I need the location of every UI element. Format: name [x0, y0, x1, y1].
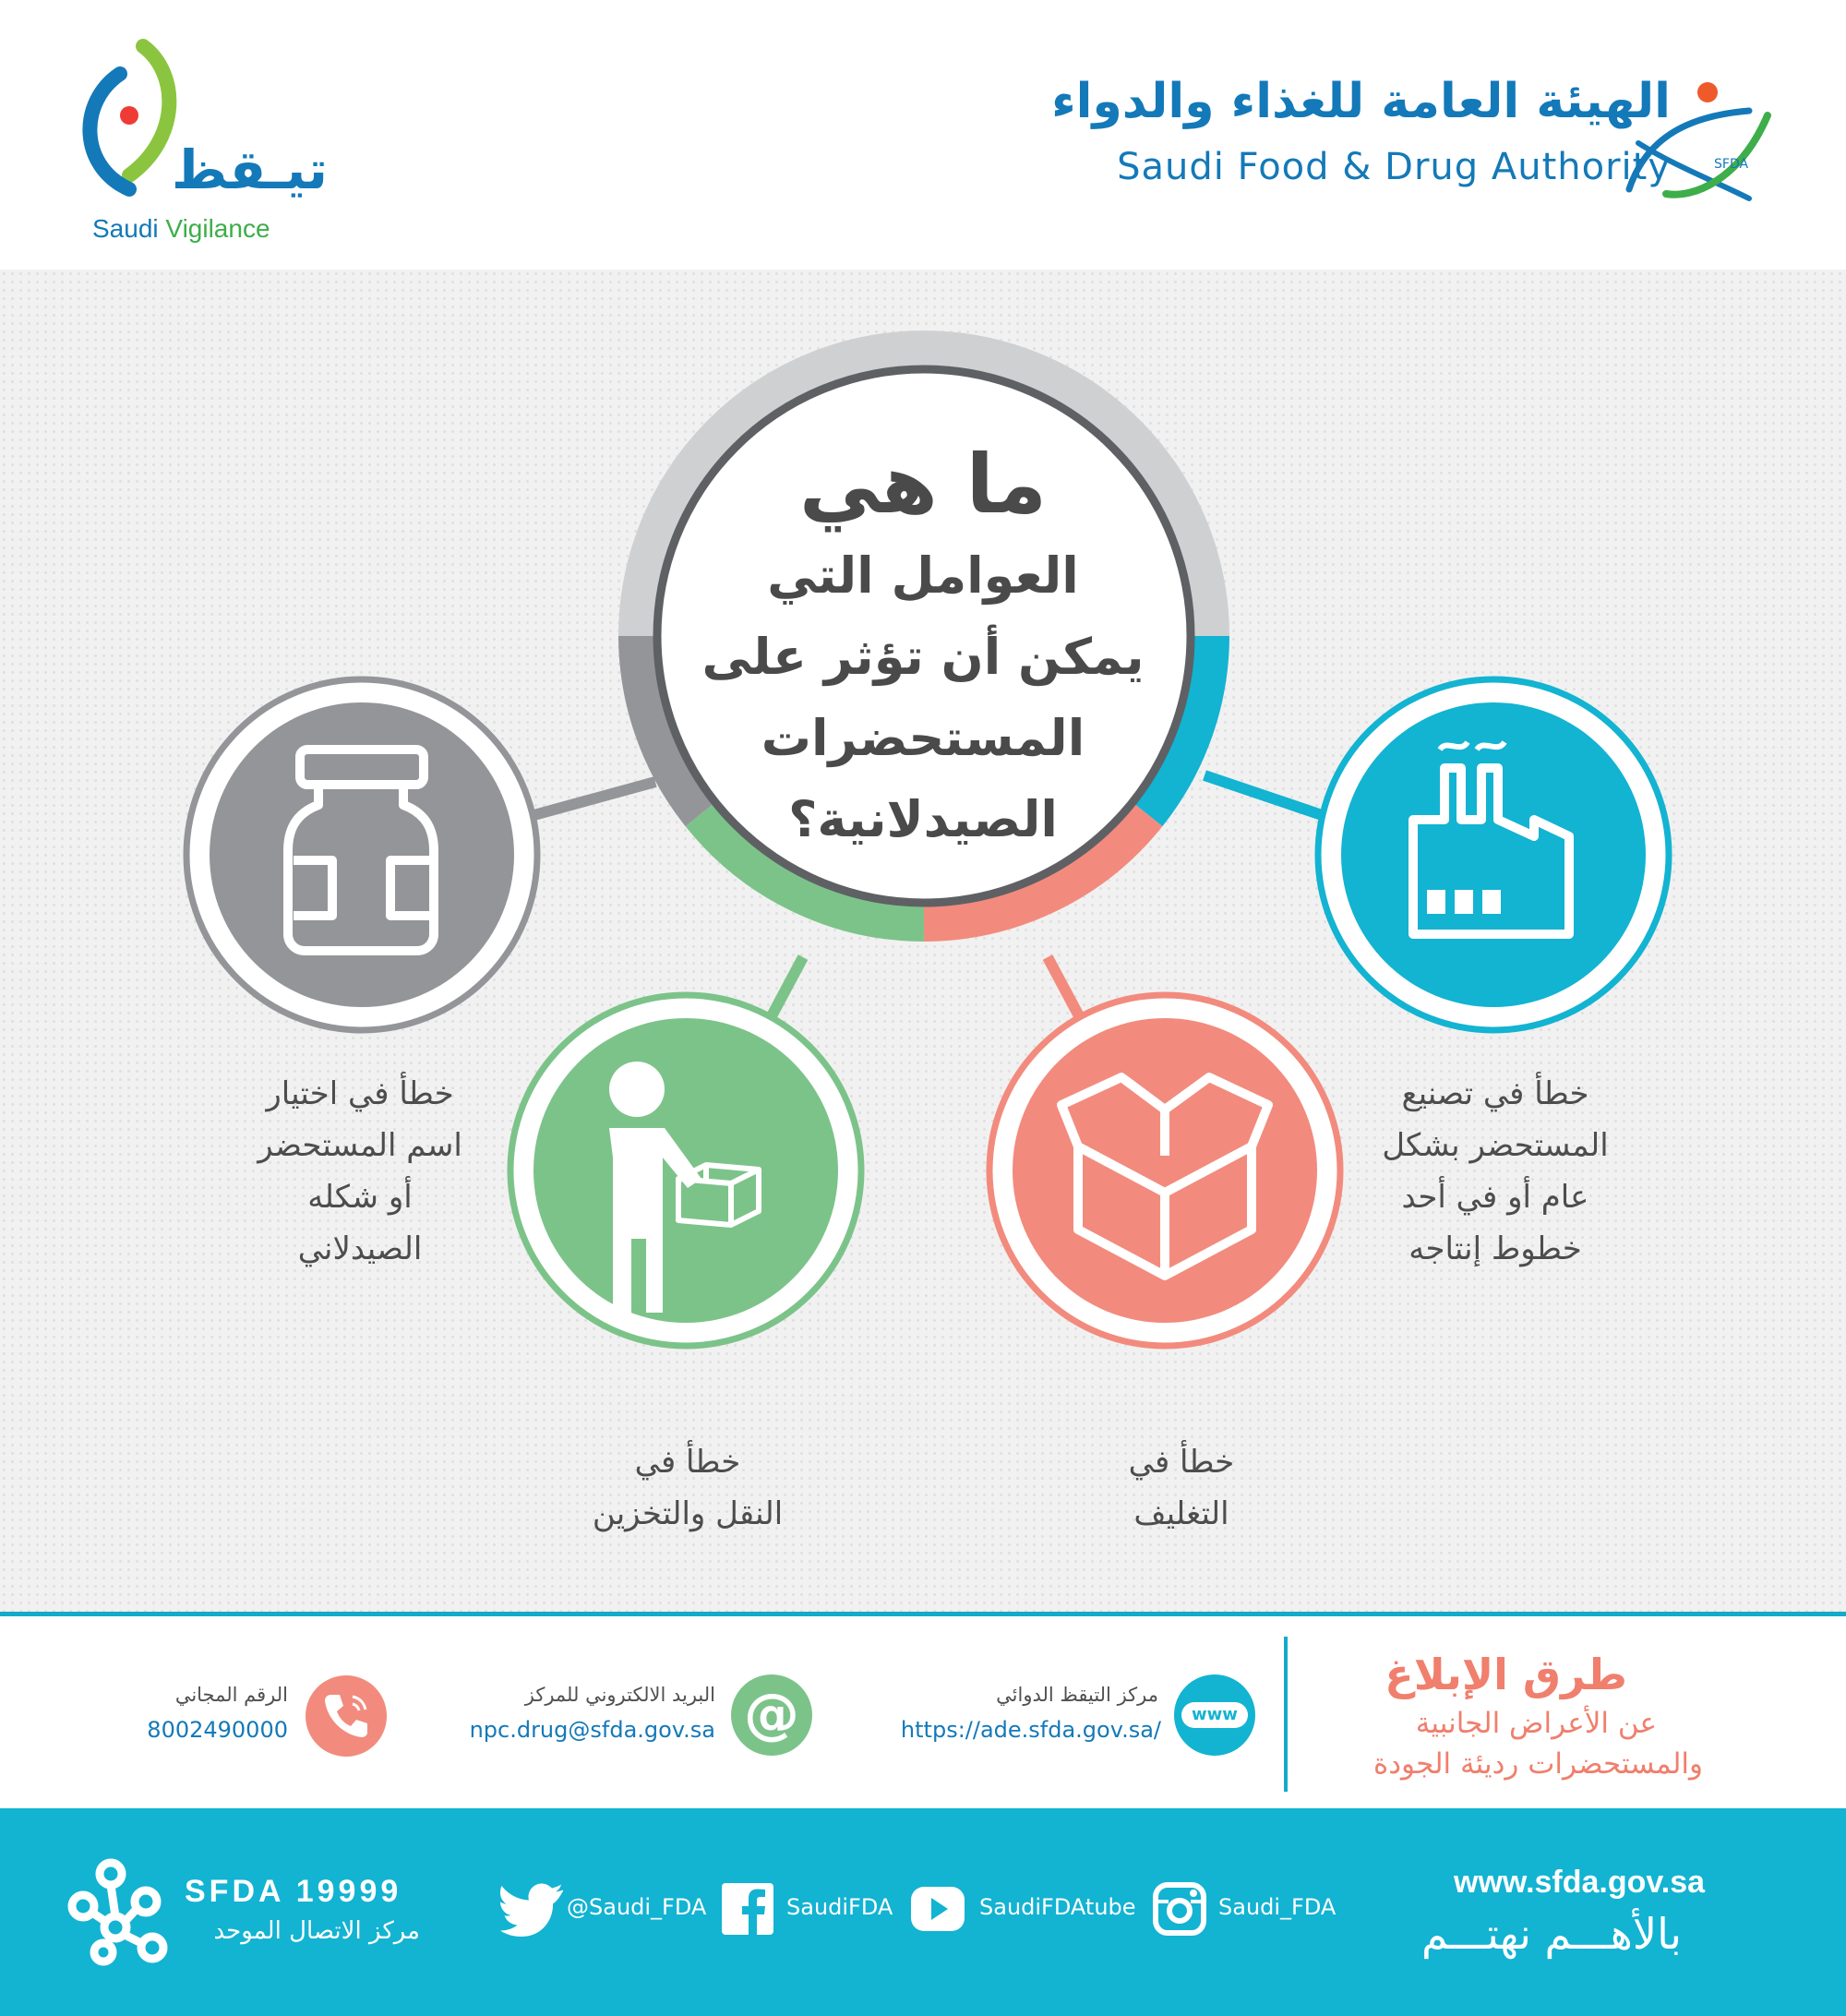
- connector-naming: [531, 782, 655, 816]
- reporting-methods: [1274, 1646, 1703, 1784]
- twitter-icon: [498, 1883, 563, 1937]
- reporting-title: طرق الإبلاغ: [1384, 1650, 1627, 1699]
- instagram-link[interactable]: [1152, 1881, 1355, 1938]
- reporting-line-3: والمستحضرات رديئة الجودة: [1373, 1747, 1703, 1781]
- twitter-link[interactable]: [498, 1881, 715, 1938]
- phone-label: الرقم المجاني: [174, 1684, 288, 1706]
- callcenter-network-icon: [65, 1855, 171, 1966]
- caption-naming-line-2: اسم المستحضر: [258, 1127, 462, 1164]
- youtube-link[interactable]: [909, 1881, 1140, 1938]
- question-line-3: يمكن أن تؤثر على: [701, 628, 1145, 686]
- caption-naming: [185, 1068, 535, 1275]
- contact-separator: [1284, 1637, 1288, 1792]
- sfda-emblem-icon: [1611, 78, 1777, 208]
- twitter-handle: @Saudi_FDA: [567, 1894, 707, 1920]
- caption-transport-line-1: خطأ في: [634, 1444, 741, 1481]
- question-line-2: العوامل التي: [767, 546, 1079, 605]
- connector-manufacturing: [1205, 775, 1325, 816]
- vigilance-arabic-name: تيـقظ: [171, 138, 328, 201]
- youtube-icon: [909, 1881, 966, 1937]
- web-label: مركز التيقظ الدوائي: [996, 1684, 1158, 1706]
- callcenter-label: مركز الاتصال الموحد: [213, 1917, 420, 1945]
- callcenter-number[interactable]: SFDA 19999: [185, 1874, 402, 1909]
- email-contact[interactable]: [434, 1673, 812, 1765]
- caption-manufacturing-line-4: خطوط إنتاجه: [1408, 1230, 1582, 1267]
- at-sign-icon: @: [731, 1674, 812, 1756]
- caption-packaging-line-2: التغليف: [1133, 1495, 1229, 1532]
- sfda-english-name: Saudi Food & Drug Authority: [1117, 146, 1671, 188]
- phone-value[interactable]: 8002490000: [147, 1717, 288, 1743]
- sfda-arabic-name: الهيئة العامة للغذاء والدواء: [1051, 74, 1671, 129]
- vigilance-word: Vigilance: [165, 214, 270, 243]
- facebook-link[interactable]: [720, 1881, 905, 1938]
- caption-manufacturing: [1315, 1068, 1675, 1275]
- caption-naming-line-4: الصيدلاني: [297, 1230, 423, 1267]
- footer-website[interactable]: www.sfda.gov.sa: [1454, 1865, 1706, 1900]
- phone-contact[interactable]: [102, 1673, 388, 1765]
- question-line-5: الصيدلانية؟: [788, 790, 1058, 848]
- caption-manufacturing-line-2: المستحضر بشكل: [1382, 1127, 1609, 1164]
- caption-manufacturing-line-3: عام أو في أحد: [1401, 1179, 1589, 1216]
- web-contact[interactable]: [868, 1673, 1255, 1765]
- footer-slogan: بالأهـــم نهتـــم: [1421, 1909, 1682, 1959]
- email-value[interactable]: npc.drug@sfda.gov.sa: [469, 1717, 715, 1743]
- vigilance-saudi-word: Saudi: [92, 214, 159, 243]
- youtube-handle: SaudiFDAtube: [979, 1894, 1136, 1920]
- instagram-handle: Saudi_FDA: [1218, 1894, 1337, 1920]
- facebook-icon: [720, 1881, 775, 1937]
- caption-packaging: [1043, 1436, 1320, 1540]
- caption-manufacturing-line-1: خطأ في تصنيع: [1401, 1075, 1589, 1112]
- question-line-1: ما هي: [798, 437, 1048, 532]
- vigilance-english-name: [92, 214, 270, 244]
- email-label: البريد الالكتروني للمركز: [524, 1684, 715, 1706]
- factory-windows: [1427, 890, 1501, 914]
- sfda-badge-text: SFDA: [1714, 157, 1749, 172]
- facebook-handle: SaudiFDA: [786, 1894, 893, 1920]
- caption-naming-line-1: خطأ في اختيار: [266, 1075, 454, 1112]
- www-icon-band: www: [1181, 1702, 1248, 1728]
- reporting-line-2: عن الأعراض الجانبية: [1415, 1707, 1657, 1740]
- instagram-icon: [1152, 1881, 1207, 1937]
- question-line-4: المستحضرات: [761, 709, 1085, 767]
- www-icon: [1174, 1674, 1255, 1756]
- phone-icon: [305, 1674, 388, 1758]
- caption-transport-line-2: النقل والتخزين: [592, 1495, 784, 1532]
- caption-naming-line-3: أو شكله: [307, 1179, 413, 1216]
- caption-packaging-line-1: خطأ في: [1128, 1444, 1235, 1481]
- web-value[interactable]: https://ade.sfda.gov.sa/: [900, 1717, 1161, 1743]
- central-question: [688, 434, 1158, 860]
- sfda-emblem-icon: [997, 74, 1006, 83]
- caption-transport: [535, 1436, 840, 1540]
